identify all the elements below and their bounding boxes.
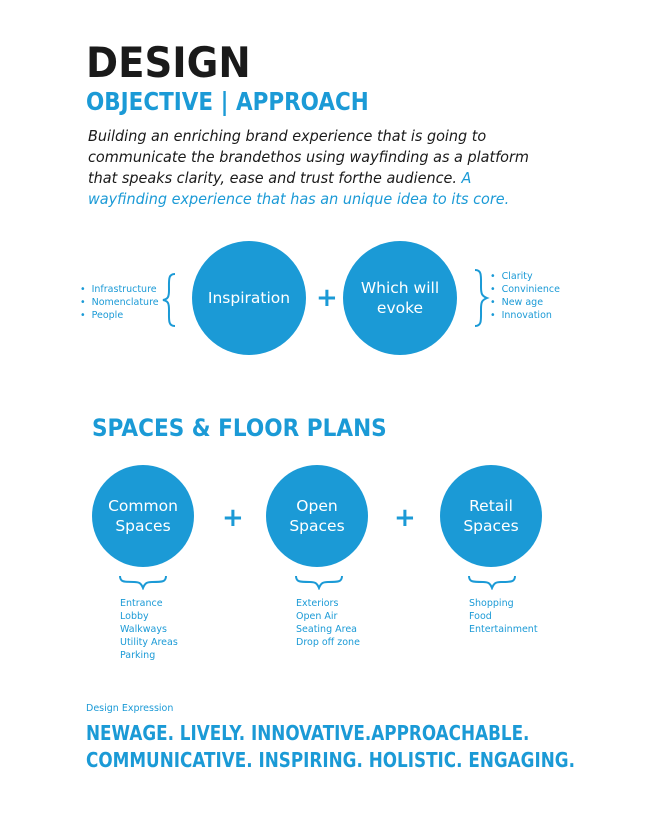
evoke-circle xyxy=(343,241,457,355)
list-item: • Infrastructure xyxy=(80,283,159,296)
approach-right-bullets xyxy=(490,270,560,322)
list-item: Walkways xyxy=(120,624,167,635)
list-item: Shopping xyxy=(469,598,514,609)
intro-highlight: A wayfinding experience that has an unique idea to its core. xyxy=(88,169,510,208)
retail-spaces-circle xyxy=(440,465,542,567)
common-spaces-list xyxy=(120,597,178,662)
list-item: Seating Area xyxy=(296,624,357,635)
list-item: • Innovation xyxy=(490,309,560,322)
plus-icon: + xyxy=(316,283,338,313)
list-item: Exteriors xyxy=(296,598,339,609)
right-brace-icon xyxy=(470,268,490,328)
list-item: Open Air xyxy=(296,611,338,622)
retail-spaces-list xyxy=(469,597,538,636)
page-subtitle: OBJECTIVE | APPROACH xyxy=(86,87,369,116)
circle-label: Retail Spaces xyxy=(463,497,519,535)
circle-label: Which will evoke xyxy=(360,279,440,317)
down-brace-icon xyxy=(467,574,517,590)
circle-label: Common Spaces xyxy=(108,497,178,535)
expression-line-2: COMMUNICATIVE. INSPIRING. HOLISTIC. ENGAGING. xyxy=(86,748,575,772)
expression-line-1: NEWAGE. LIVELY. INNOVATIVE.APPROACHABLE. xyxy=(86,721,530,745)
down-brace-icon xyxy=(118,574,168,590)
open-spaces-circle xyxy=(266,465,368,567)
open-spaces-list xyxy=(296,597,360,649)
plus-icon: + xyxy=(222,503,244,533)
list-item: Parking xyxy=(120,650,156,661)
list-item: Drop off zone xyxy=(296,637,360,648)
left-brace-icon xyxy=(160,272,180,328)
spaces-title: SPACES & FLOOR PLANS xyxy=(92,414,387,442)
list-item: • New age xyxy=(490,296,560,309)
circle-label: Open Spaces xyxy=(289,497,345,535)
list-item: Lobby xyxy=(120,611,149,622)
list-item: Entertainment xyxy=(469,624,538,635)
circle-label: Inspiration xyxy=(207,289,291,307)
expression-label: Design Expression xyxy=(86,703,174,714)
page-title: DESIGN xyxy=(86,38,251,87)
list-item: • Nomenclature xyxy=(80,296,159,309)
list-item: Food xyxy=(469,611,492,622)
list-item: Utility Areas xyxy=(120,637,178,648)
intro-paragraph xyxy=(88,126,534,210)
list-item: • Convinience xyxy=(490,283,560,296)
list-item: • Clarity xyxy=(490,270,560,283)
common-spaces-circle xyxy=(92,465,194,567)
intro-text: Building an enriching brand experience that is going to communicate the brandethos using wayfinding as a platform that speaks clarity, ease and trust forthe audience. xyxy=(88,127,529,187)
approach-left-bullets xyxy=(80,283,159,322)
down-brace-icon xyxy=(294,574,344,590)
plus-icon: + xyxy=(394,503,416,533)
inspiration-circle xyxy=(192,241,306,355)
list-item: • People xyxy=(80,309,159,322)
list-item: Entrance xyxy=(120,598,163,609)
